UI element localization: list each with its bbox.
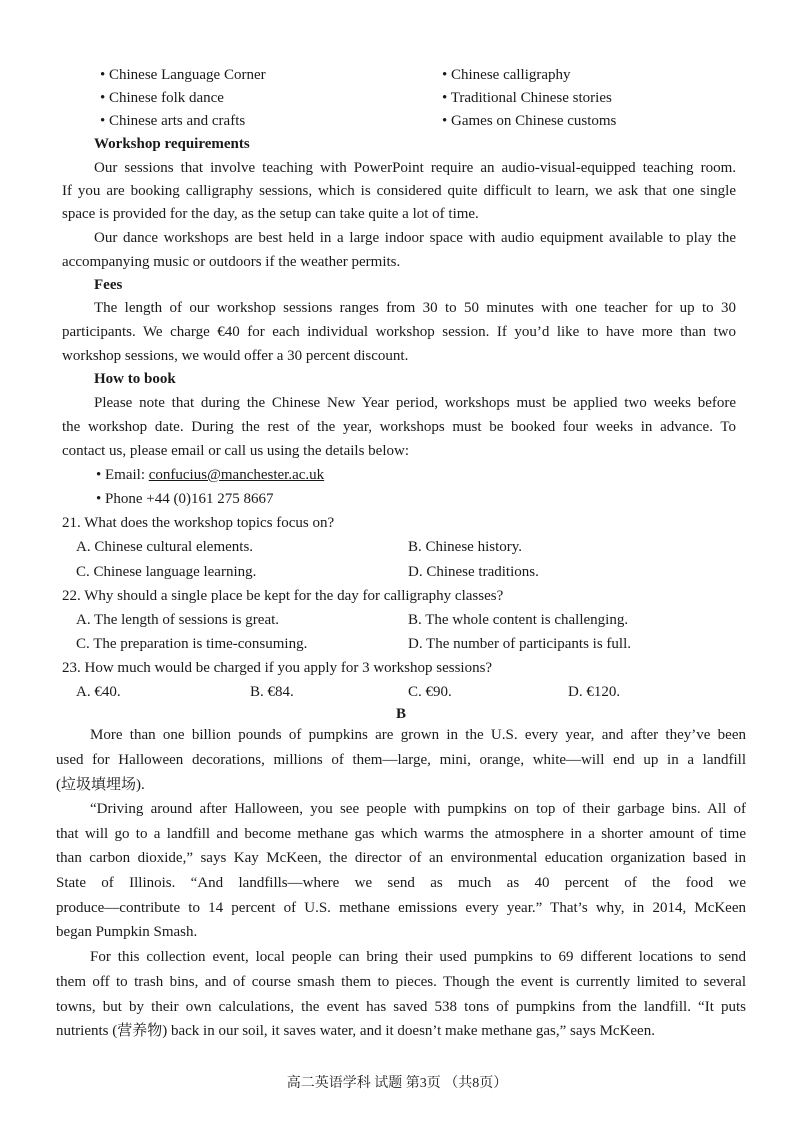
question-option: B. Chinese history. <box>408 539 523 555</box>
question-stem: 23. How much would be charged if you apply for 3 workshop sessions? <box>62 660 493 676</box>
paragraph-line: participants. We charge €40 for each individual workshop session. If you’d like to have more than two <box>62 324 736 340</box>
topic-item: • Chinese Language Corner <box>100 67 266 83</box>
email-link[interactable]: confucius@manchester.ac.uk <box>148 467 325 483</box>
page-footer: 高二英语学科 试题 第3页 （共8页） <box>286 1076 508 1091</box>
paragraph-line: “Driving around after Halloween, you see people with pumpkins on top of their garbage bins. All of <box>90 801 746 817</box>
email-label: • Email: <box>96 467 149 483</box>
question-option: A. The length of sessions is great. <box>76 612 280 628</box>
paragraph-line: that will go to a landfill and become methane gas which warms the atmosphere in a shorter amount of time <box>56 826 746 842</box>
topic-item: • Chinese folk dance <box>100 90 224 106</box>
section-heading: Workshop requirements <box>94 136 250 152</box>
paragraph-line: contact us, please email or call us using the details below: <box>62 443 409 459</box>
question-option: A. Chinese cultural elements. <box>76 539 254 555</box>
question-option: C. The preparation is time-consuming. <box>76 636 308 652</box>
paragraph-line: used for Halloween decorations, millions of them—large, mini, orange, white—will end up in a landfill <box>56 752 746 768</box>
question-option: D. €120. <box>568 684 621 700</box>
question-option: C. Chinese language learning. <box>76 564 257 580</box>
paragraph-line: space is provided for the day, as the setup can take quite a lot of time. <box>62 206 479 222</box>
question-option: C. €90. <box>408 684 452 700</box>
question-option: D. Chinese traditions. <box>408 564 539 580</box>
question-stem: 22. Why should a single place be kept for the day for calligraphy classes? <box>62 588 504 604</box>
paragraph-line: began Pumpkin Smash. <box>56 924 198 940</box>
paragraph-line: produce—contribute to 14 percent of U.S. methane emissions every year.” That’s why, in 2014, McKeen <box>56 900 746 916</box>
section-label: B <box>396 706 407 722</box>
paragraph-line: Our dance workshops are best held in a large indoor space with audio equipment available to play the <box>94 230 736 246</box>
paragraph-line: accompanying music or outdoors if the weather permits. <box>62 254 401 270</box>
paragraph-line: For this collection event, local people can bring their used pumpkins to 69 different locations to send <box>90 949 746 965</box>
question-option: B. The whole content is challenging. <box>408 612 629 628</box>
paragraph-line: workshop sessions, we would offer a 30 percent discount. <box>62 348 409 364</box>
question-option: D. The number of participants is full. <box>408 636 632 652</box>
paragraph-line: the workshop date. During the rest of the year, workshops must be booked four weeks in advance. To <box>62 419 736 435</box>
paragraph-line: towns, but by their own calculations, the event has saved 538 tons of pumpkins from the landfill. “It puts <box>56 999 746 1015</box>
question-option: B. €84. <box>250 684 294 700</box>
paragraph-line: nutrients (营养物) back in our soil, it saves water, and it doesn’t make methane gas,” says McKeen. <box>56 1023 655 1039</box>
topic-item: • Traditional Chinese stories <box>442 90 612 106</box>
topic-item: • Games on Chinese customs <box>442 113 617 129</box>
paragraph-line: than carbon dioxide,” says Kay McKeen, the director of an environmental education organization based in <box>56 850 746 866</box>
phone-contact: • Phone +44 (0)161 275 8667 <box>96 491 274 507</box>
section-heading: How to book <box>94 371 176 387</box>
paragraph-line: Our sessions that involve teaching with PowerPoint require an audio-visual-equipped teaching room. <box>94 160 736 176</box>
paragraph-line: them off to trash bins, and of course smash them to pieces. Though the event is currently limited to several <box>56 974 746 990</box>
topic-item: • Chinese calligraphy <box>442 67 571 83</box>
paragraph-line: More than one billion pounds of pumpkins are grown in the U.S. every year, and after they’ve been <box>90 727 746 743</box>
question-stem: 21. What does the workshop topics focus on? <box>62 515 335 531</box>
paragraph-line: Please note that during the Chinese New Year period, workshops must be applied two weeks before <box>94 395 736 411</box>
paragraph-line: State of Illinois. “And landfills—where we send as much as 40 percent of the food we <box>56 875 746 891</box>
email-contact <box>96 465 324 485</box>
paragraph-line: If you are booking calligraphy sessions, which is considered quite difficult to learn, we ask that one single <box>62 183 736 199</box>
paragraph-line: (垃圾填埋场). <box>56 777 145 793</box>
section-heading: Fees <box>94 277 123 293</box>
topic-item: • Chinese arts and crafts <box>100 113 246 129</box>
paragraph-line: The length of our workshop sessions ranges from 30 to 50 minutes with one teacher for up to 30 <box>94 300 736 316</box>
question-option: A. €40. <box>76 684 121 700</box>
